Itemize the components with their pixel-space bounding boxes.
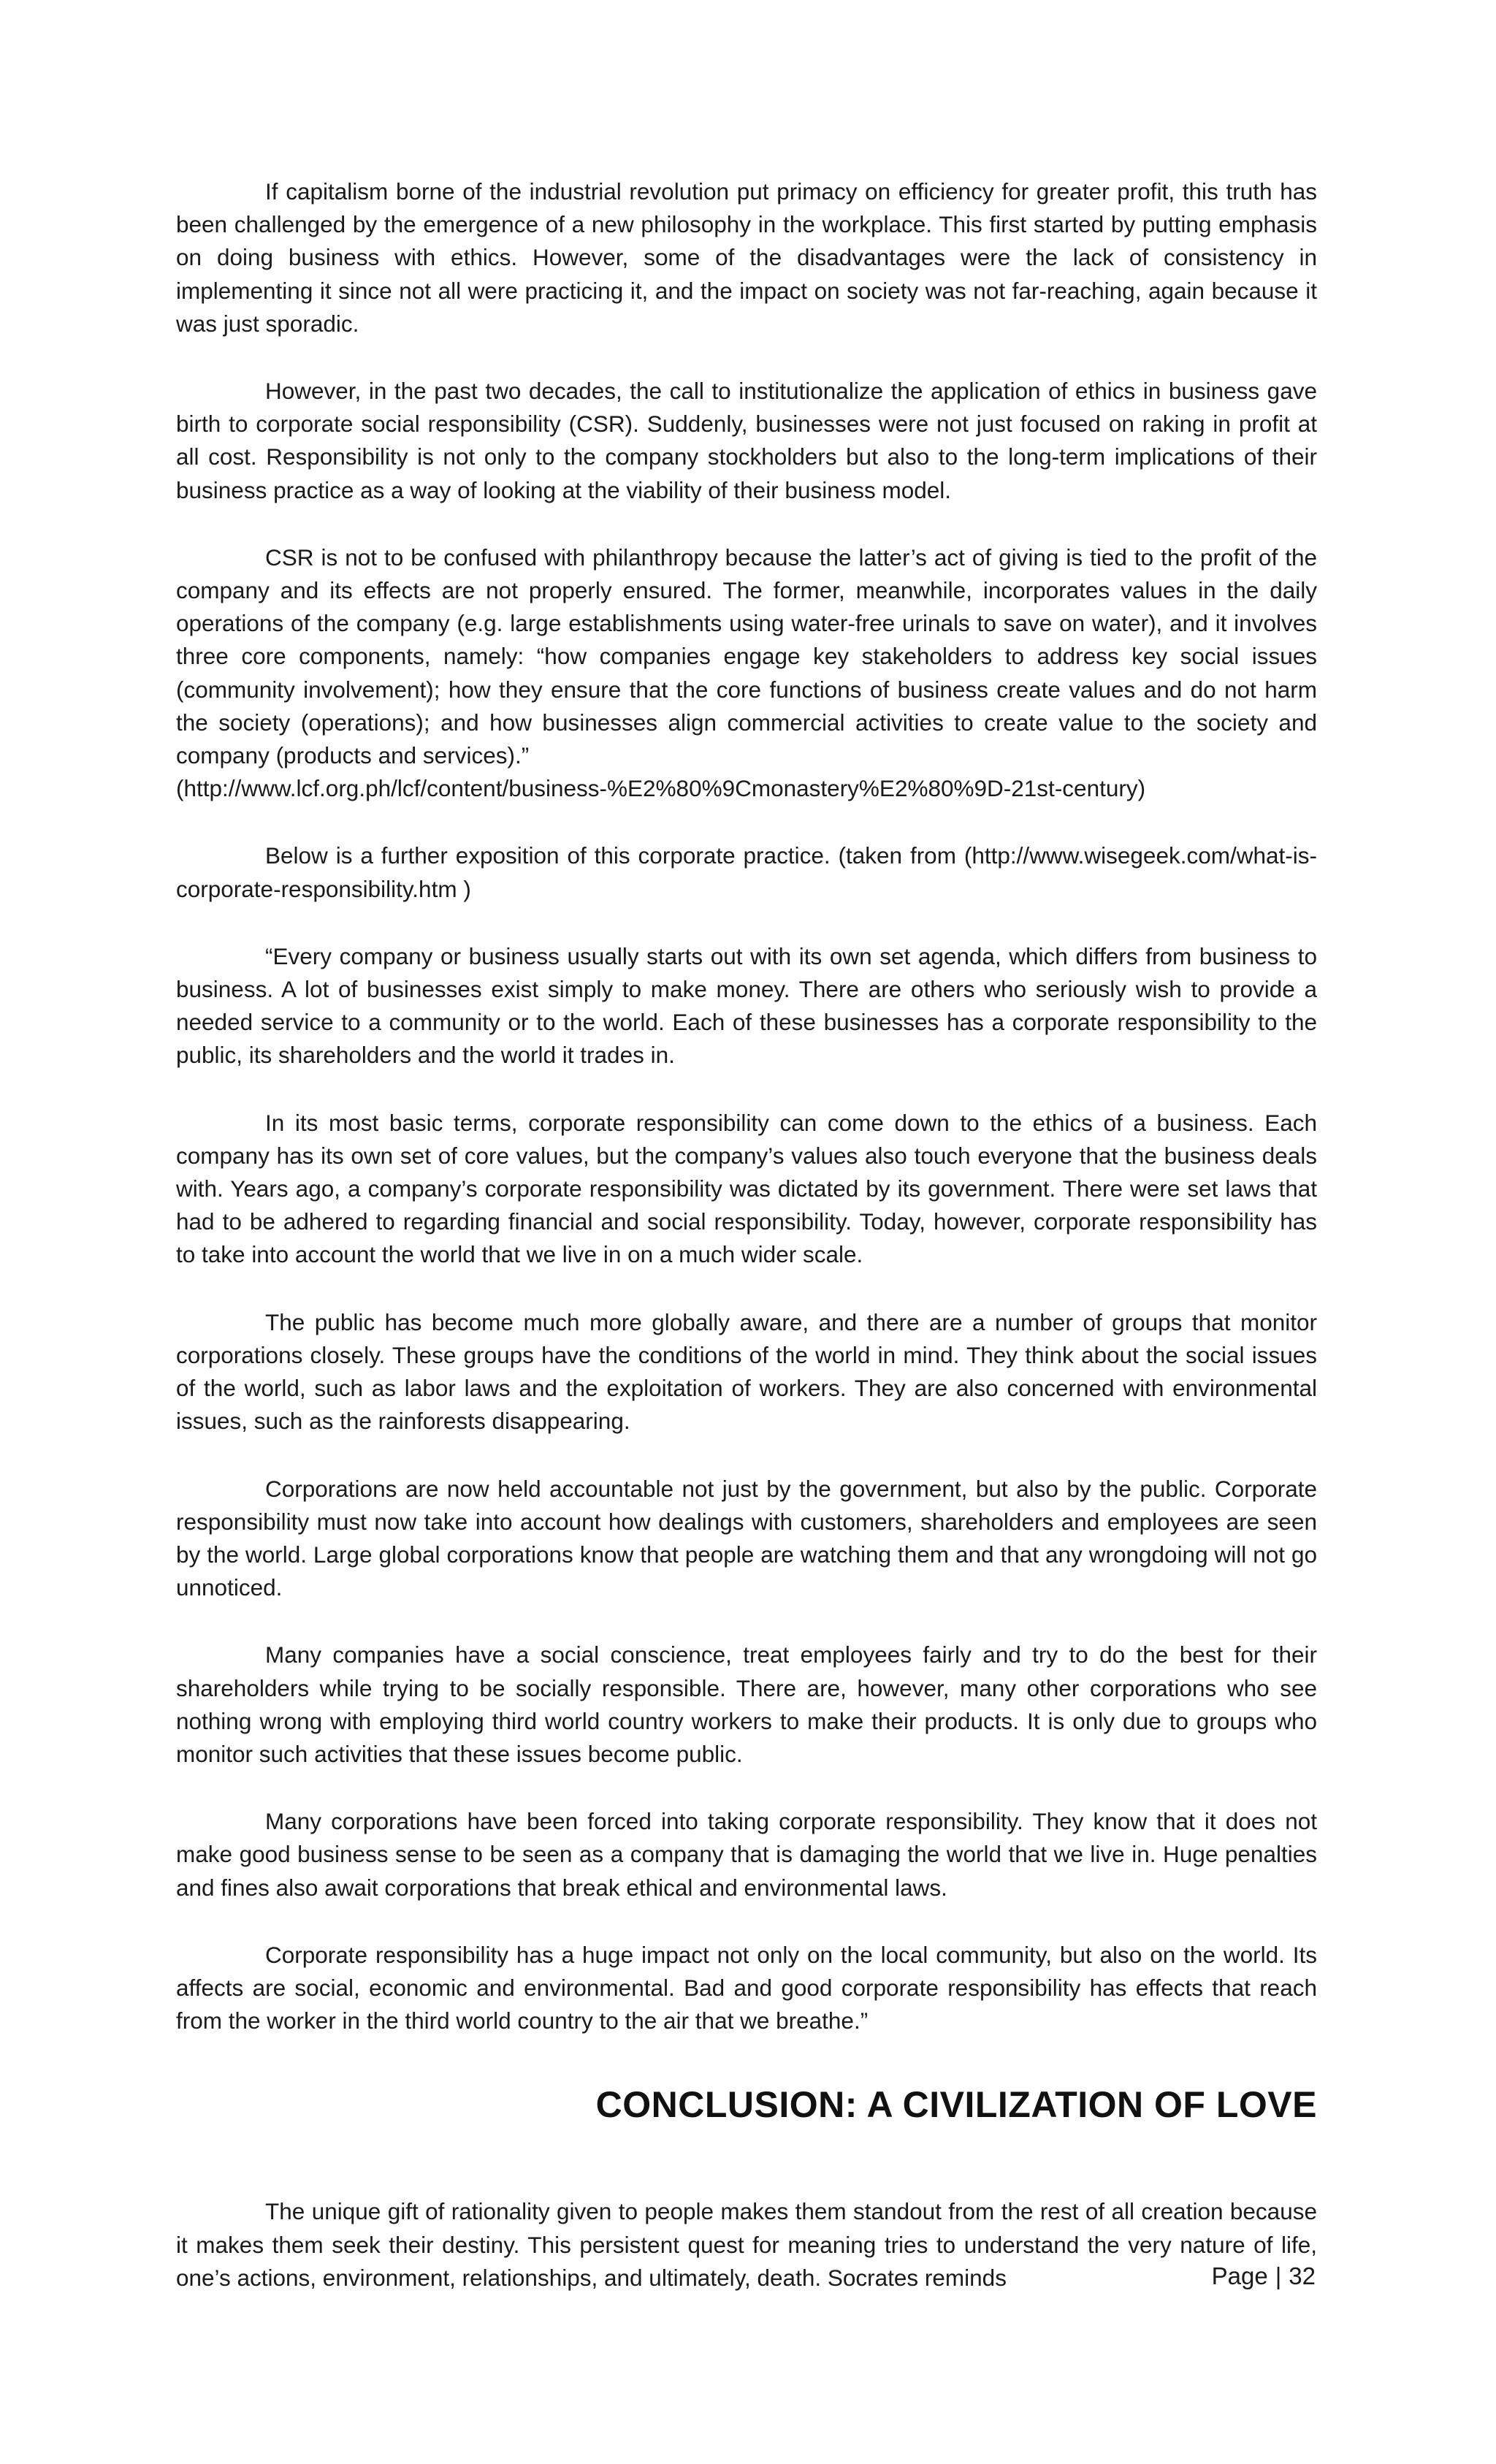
paragraph-exposition-intro: Below is a further exposition of this corporate practice. (taken from (http://www.wisegeek.com/what-is-corporate-responsibility.htm ) <box>176 842 1317 902</box>
conclusion-heading: CONCLUSION: A CIVILIZATION OF LOVE <box>595 2084 1317 2126</box>
paragraph-quote-forced-responsibility: Many corporations have been forced into taking corporate responsibility. They know that it does not make good business sense to be seen as a company that is damaging the world that we live in. Huge penalties and fines also await corporations that break ethical and environmental laws. <box>176 1808 1317 1901</box>
page-footer <box>1212 2262 1316 2291</box>
paragraph-capitalism: If capitalism borne of the industrial revolution put primacy on efficiency for greater profit, this truth has been challenged by the emergence of a new philosophy in the workplace. This first started by putting emphasis on doing business with ethics. However, some of the disadvantages were the lack of consistency in implementing it since not all were practicing it, and the impact on society was not far-reaching, again because it was just sporadic. <box>176 178 1317 337</box>
paragraph-quote-public-awareness: The public has become much more globally aware, and there are a number of groups that monitor corporations closely. These groups have the conditions of the world in mind. They think about the social issues of the world, such as labor laws and the exploitation of workers. They are also concerned with environmental issues, such as the rainforests disappearing. <box>176 1308 1317 1435</box>
page-separator: | <box>1275 2262 1282 2289</box>
page-label: Page <box>1211 2262 1268 2289</box>
csr-philanthropy-text: CSR is not to be confused with philanthropy because the latter’s act of giving is tied to the profit of the company and its effects are not properly ensured. The former, meanwhile, incorporates values in the daily operations of the company (e.g. large establishments using water-free urinals to save on water), and it involves three core components, namely: “how companies engage key stakeholders to address key social issues (community involvement); how they ensure that the core functions of business create values and do not harm the society (operations); and how businesses align commercial activities to create value to the society and company (products and services).” <box>176 543 1317 769</box>
paragraph-csr-philanthropy <box>176 541 1317 806</box>
paragraph-csr-origin: However, in the past two decades, the call to institutionalize the application of ethics in business gave birth to corporate social responsibility (CSR). Suddenly, businesses were not just focused on raking in profit at all cost. Responsibility is not only to the company stockholders but also to the long-term implications of their business practice as a way of looking at the viability of their business model. <box>176 378 1317 503</box>
csr-citation-url: (http://www.lcf.org.ph/lcf/content/business-%E2%80%9Cmonastery%E2%80%9D-21st-century) <box>176 775 1146 802</box>
document-page <box>176 175 1317 2329</box>
page-number: 32 <box>1289 2262 1316 2289</box>
paragraph-quote-agenda: “Every company or business usually starts out with its own set agenda, which differs from business to business. A lot of businesses exist simply to make money. There are others who seriously wish to provide a needed service to a community or to the world. Each of these businesses has a corporate responsibility to the public, its shareholders and the world it trades in. <box>176 942 1317 1069</box>
paragraph-quote-ethics: In its most basic terms, corporate responsibility can come down to the ethics of a business. Each company has its own set of core values, but the company’s values also touch everyone that the business deals with. Years ago, a company’s corporate responsibility was dictated by its government. There were set laws that had to be adhered to regarding financial and social responsibility. Today, however, corporate responsibility has to take into account the world that we live in on a much wider scale. <box>176 1109 1317 1268</box>
paragraph-quote-impact: Corporate responsibility has a huge impact not only on the local community, but also on the world. Its affects are social, economic and environmental. Bad and good corporate responsibility has effects that reach from the worker in the third world country to the air that we breathe.” <box>176 1941 1317 2034</box>
paragraph-quote-social-conscience: Many companies have a social conscience, treat employees fairly and try to do the best for their shareholders while trying to be socially responsible. There are, however, many other corporations who see nothing wrong with employing third world country workers to make their products. It is only due to groups who monitor such activities that these issues become public. <box>176 1641 1317 1767</box>
paragraph-quote-accountability: Corporations are now held accountable not just by the government, but also by the public. Corporate responsibility must now take into account how dealings with customers, shareholders and employees are seen by the world. Large global corporations know that people are watching them and that any wrongdoing will not go unnoticed. <box>176 1475 1317 1601</box>
paragraph-conclusion: The unique gift of rationality given to people makes them standout from the rest of all creation because it makes them seek their destiny. This persistent quest for meaning tries to understand the very nature of life, one’s actions, environment, relationships, and ultimately, death. Socrates reminds <box>176 2198 1317 2291</box>
